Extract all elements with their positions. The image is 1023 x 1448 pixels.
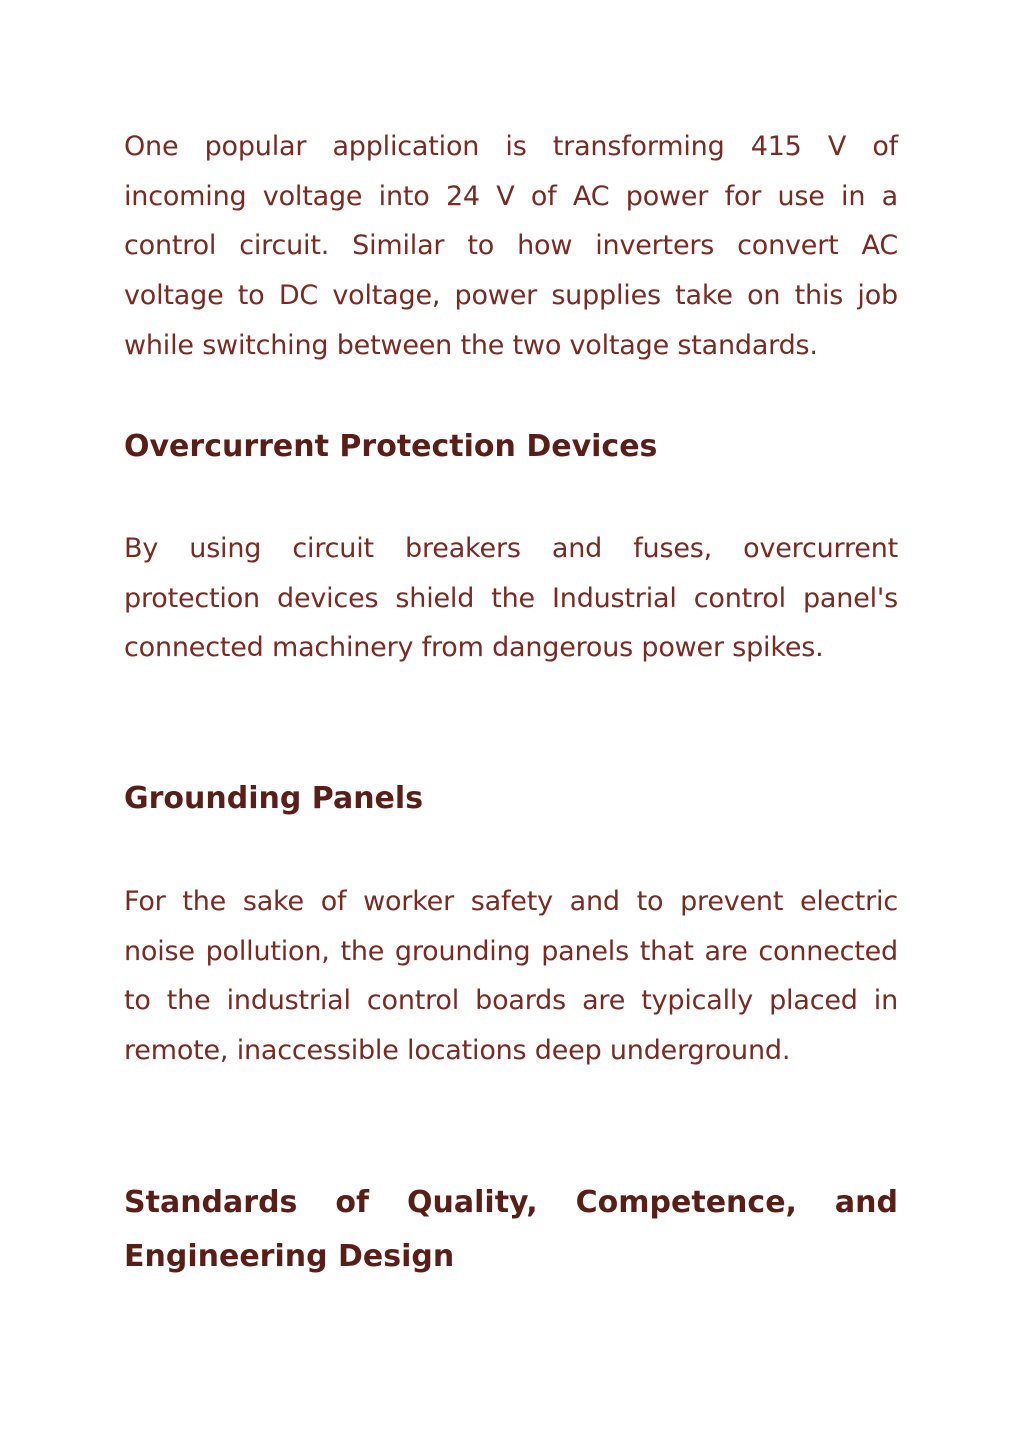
paragraph-overcurrent-protection: By using circuit breakers and fuses, overcurrent protection devices shield the Industrial control panel's connected machinery from dangerous power spikes. (124, 533, 898, 664)
heading-overcurrent-protection: Overcurrent Protection Devices (124, 429, 658, 464)
paragraph-grounding-panels: For the sake of worker safety and to prevent electric noise pollution, the grounding panels that are connected to the industrial control boards are typically placed in remote, inaccessible locations deep underground. (124, 886, 898, 1067)
heading-grounding-panels: Grounding Panels (124, 781, 424, 816)
paragraph-power-supplies: One popular application is transforming 415 V of incoming voltage into 24 V of AC power for use in a control circuit. Similar to how inverters convert AC voltage to DC voltage, power supplies take on this job while switching between the two voltage standards. (124, 131, 898, 361)
heading-standards: Standards of Quality, Competence, and Engineering Design (124, 1185, 898, 1274)
